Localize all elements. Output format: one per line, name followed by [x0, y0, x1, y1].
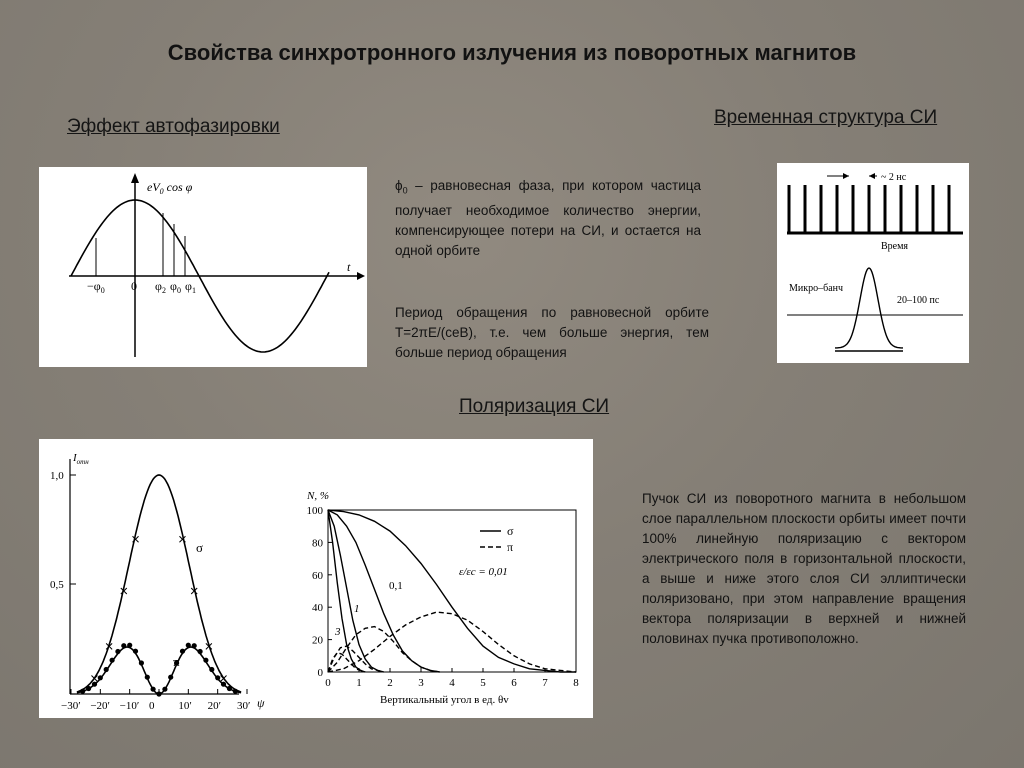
angular-x-label: ψ	[257, 696, 265, 710]
sigma-label: σ	[196, 540, 204, 555]
dot-marker-24	[215, 675, 220, 680]
legend-pi-label: π	[507, 540, 514, 554]
chart-x-tick-label-8: 7	[542, 677, 548, 689]
dot-marker-11	[139, 660, 144, 665]
t-axis-label: t	[347, 260, 351, 274]
chart-x-tick-label-2: 1	[356, 677, 362, 689]
angular-x-tick-label-5: 10′	[178, 700, 192, 712]
micro-bunch-peak	[835, 268, 903, 348]
tick-zero: 0	[131, 279, 137, 293]
dot-marker-4	[98, 675, 103, 680]
chart-frame	[328, 510, 576, 672]
angular-y-tick-label-1: 1,0	[50, 470, 64, 482]
t-axis-arrow	[357, 272, 365, 280]
dot-marker-13	[151, 687, 156, 692]
polarization-description: Пучок СИ из поворотного магнита в небольшом слое параллельном плоскости орбиты имеет почти 100% линейную поляризацию с вектором электрического поля в горизонтальной плоскости, а выше и ниже этого слоя СИ эллиптически поляризовано, при этом направление вращения вектора поляризации в верхней и нижней половинах пучка противоположно.	[642, 491, 966, 646]
angular-x-tick-label-3: −10′	[119, 700, 140, 712]
curve-label-3: 3	[335, 626, 341, 638]
chart-x-tick-label-1: 0	[325, 677, 331, 689]
curve-label-1: 1	[354, 603, 360, 615]
slide-title: Свойства синхротронного излучения из поворотных магнитов	[167, 40, 857, 65]
angular-distribution-figure	[39, 439, 291, 718]
chart-x-tick-label-4: 3	[418, 677, 424, 689]
micro-bunch-label: Микро–банч	[789, 283, 844, 294]
pi-dot-markers	[80, 643, 238, 697]
chart-series	[328, 510, 576, 672]
chart-y-tick-label-2: 80	[312, 537, 323, 550]
dot-marker-12	[145, 675, 150, 680]
polarization-chart	[291, 439, 593, 718]
dot-marker-25	[221, 682, 226, 687]
tick-minus-phi0: $-\varphi_0$	[87, 279, 105, 295]
chart-x-tick-label-7: 6	[511, 677, 517, 689]
chart-x-tick-label-3: 2	[387, 677, 393, 689]
dot-marker-14	[156, 691, 161, 696]
dot-marker-9	[127, 643, 132, 648]
chart-y-tick-label-4: 40	[312, 602, 323, 615]
phase-figure	[39, 167, 367, 367]
dot-marker-7	[115, 649, 120, 654]
tick-phi2: $\varphi_2$	[155, 279, 166, 295]
time-structure-figure	[777, 163, 969, 363]
chart-y-tick-label-1: 100	[306, 505, 323, 517]
time-structure-diagram	[777, 163, 969, 363]
dot-marker-1	[80, 689, 85, 694]
bunch-width-label: 20–100 пс	[897, 295, 940, 306]
series-sigma-001-line	[328, 510, 576, 672]
angular-x-tick-label-7: 30′	[237, 700, 251, 712]
dot-marker-15	[162, 687, 167, 692]
phase-diagram	[39, 167, 367, 367]
dot-marker-19	[186, 643, 191, 648]
dot-marker-8	[121, 643, 126, 648]
legend-sigma-label: σ	[507, 524, 514, 538]
chart-x-tick-label-6: 5	[480, 677, 486, 689]
chart-x-label: Вертикальный угол в ед. θv	[380, 694, 509, 706]
angular-distribution-plot	[39, 439, 291, 718]
dot-marker-5	[104, 667, 109, 672]
spacing-arrowhead-right	[869, 173, 875, 179]
angular-x-tick-label-1: −30′	[61, 700, 81, 712]
dot-marker-16	[168, 675, 173, 680]
heading-polarization: Поляризация СИ	[459, 396, 610, 417]
dot-marker-18	[180, 649, 185, 654]
dot-marker-2	[86, 686, 91, 691]
chart-x-tick-label-5: 4	[449, 677, 455, 689]
time-label: Время	[881, 241, 909, 252]
angular-y-tick-label-05: 0,5	[50, 579, 64, 591]
dot-marker-10	[133, 649, 138, 654]
dot-marker-6	[110, 658, 115, 663]
pulse-train	[789, 185, 949, 233]
tick-phi1: $\varphi_1$	[185, 279, 196, 295]
heading-autophasing: Эффект автофазировки	[67, 116, 280, 137]
dot-marker-27	[233, 689, 238, 694]
period-description: Период обращения по равновесной орбите T=2πE/(ceB), т.е. чем больше энергия, тем больше период обращения	[395, 305, 709, 360]
curve-label-01: 0,1	[389, 580, 403, 592]
cross-marker-1	[91, 676, 97, 682]
chart-y-tick-label-6: 0	[317, 667, 323, 679]
dot-marker-23	[209, 667, 214, 672]
dot-marker-26	[227, 686, 232, 691]
heading-time-structure: Временная структура СИ	[714, 107, 938, 128]
angular-x-tick-label-2: −20′	[90, 700, 110, 712]
chart-y-tick-label-3: 60	[312, 569, 323, 582]
chart-x-tick-label-9: 8	[573, 677, 579, 689]
polarization-chart-svg	[291, 439, 593, 718]
pi-curve	[77, 647, 241, 694]
cross-marker-8	[221, 676, 227, 682]
phase-description: $\phi_0$ – равновесная фаза, при котором частица получает необходимое количество энергии, компенсирующее потери на СИ, и остается на одной орбите	[395, 178, 701, 258]
pi-label: π	[173, 654, 180, 669]
series-sigma-01-line	[328, 510, 440, 672]
ratio-annotation: ε/εc = 0,01	[459, 566, 508, 578]
y-axis-label: $eV_0$ cos φ	[147, 180, 193, 196]
dot-marker-21	[198, 649, 203, 654]
angular-y-label: $I_{отн}$	[73, 452, 89, 466]
angular-x-tick-label-4: 0	[149, 700, 155, 712]
series-pi-1-line	[328, 646, 384, 672]
chart-y-tick-label-5: 20	[312, 634, 323, 647]
sigma-curve	[77, 475, 241, 692]
tick-phi0: $\varphi_0$	[170, 279, 181, 295]
dot-marker-22	[203, 658, 208, 663]
dot-marker-20	[192, 643, 197, 648]
spacing-label: ~ 2 нс	[881, 172, 907, 183]
angular-x-tick-label-6: 20′	[207, 700, 222, 712]
y-axis-arrow	[131, 173, 139, 183]
chart-y-label: N, %	[307, 490, 329, 502]
dot-marker-3	[92, 682, 97, 687]
spacing-arrowhead-left	[843, 173, 849, 179]
